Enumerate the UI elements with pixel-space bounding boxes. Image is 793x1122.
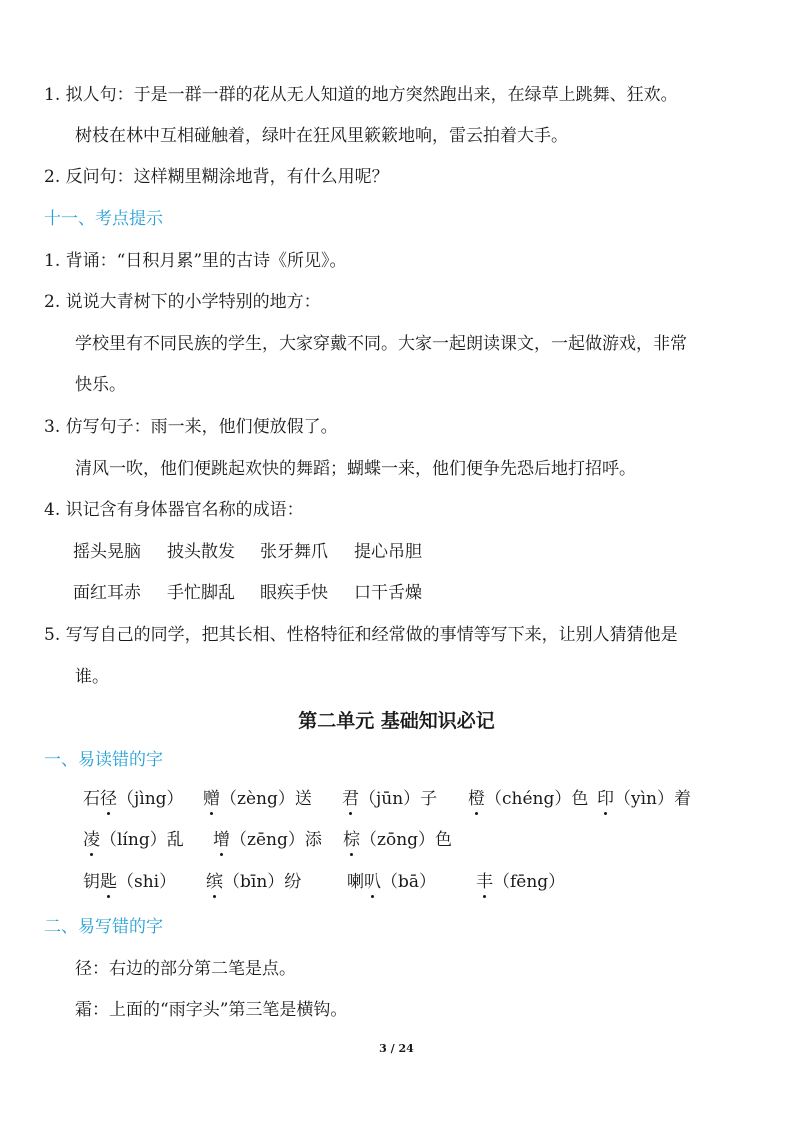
heading-miswritten: 二、易写错的字 [44,917,163,937]
idiom: 眼疾手快 [260,583,328,603]
kaodian-item-4: 4. 识记含有身体器官名称的成语： [44,500,304,520]
kaodian-item-1: 1. 背诵：“日积月累”里的古诗《所见》。 [44,251,347,271]
unit-title: 第二单元 基础知识必记 [298,710,495,732]
pinyin-word: 喇叭（bā） [347,872,437,892]
idiom: 张牙舞爪 [260,542,328,562]
pinyin-word: 赠（zèng）送 [203,789,312,809]
pinyin-word: 君（jūn）子 [342,789,438,809]
sentence-personification: 1. 拟人句：于是一群一群的花从无人知道的地方突然跑出来，在绿草上跳舞、狂欢。 [44,85,678,105]
page-number: 3 / 24 [379,1042,414,1055]
heading-kaodian: 十一、考点提示 [44,209,163,229]
pinyin-word: 石径（jìng） [83,789,184,809]
kaodian-item-2-answer: 学校里有不同民族的学生，大家穿戴不同。大家一起朗读课文，一起做游戏，非常 [75,334,687,354]
idiom: 提心吊胆 [354,542,422,562]
pinyin-word: 橙（chéng）色 [468,789,589,809]
kaodian-item-3: 3. 仿写句子：雨一来，他们便放假了。 [44,417,338,437]
pinyin-word: 丰（fēng） [476,872,566,892]
kaodian-item-3-answer: 清风一吹，他们便跳起欢快的舞蹈；蝴蝶一来，他们便争先恐后地打招呼。 [75,459,636,479]
sentence-personification-cont: 树枝在林中互相碰触着，绿叶在狂风里簌簌地响，雷云拍着大手。 [75,126,568,146]
sentence-rhetorical: 2. 反问句：这样糊里糊涂地背，有什么用呢？ [44,167,389,187]
pinyin-word: 缤（bīn）纷 [206,872,302,892]
kaodian-item-2-answer-cont: 快乐。 [75,375,126,395]
idiom: 手忙脚乱 [167,583,235,603]
idiom: 摇头晃脑 [73,542,141,562]
pinyin-word: 棕（zōng）色 [343,830,453,850]
pinyin-word: 钥匙（shi） [83,872,177,892]
pinyin-word: 印（yìn）着 [597,789,691,809]
idiom: 披头散发 [167,542,235,562]
write-note-2: 霜：上面的“雨字头”第三笔是横钩。 [75,1000,348,1020]
idiom: 口干舌燥 [354,583,422,603]
kaodian-item-5-cont: 谁。 [75,667,109,687]
write-note-1: 径：右边的部分第二笔是点。 [75,959,296,979]
heading-misread: 一、易读错的字 [44,750,163,770]
pinyin-word: 凌（líng）乱 [83,830,184,850]
idiom: 面红耳赤 [73,583,141,603]
kaodian-item-2: 2. 说说大青树下的小学特别的地方： [44,292,321,312]
kaodian-item-5: 5. 写写自己的同学，把其长相、性格特征和经常做的事情等写下来，让别人猜猜他是 [44,625,678,645]
pinyin-word: 增（zēng）添 [213,830,322,850]
